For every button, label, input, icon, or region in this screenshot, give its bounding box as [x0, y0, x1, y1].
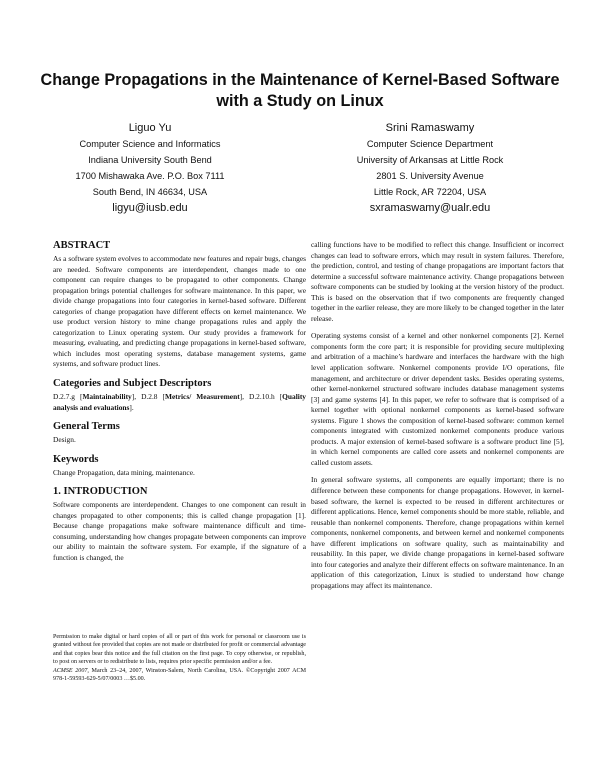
introduction-paragraph: In general software systems, all components are equally important; there is no difference between these components for change propagations. However, in kernel-based software, the kernel is expected to be reused in different architectures or different applications. Hence, kernel components should be more stable, reliable, and reusable than nonkernel components. Therefore, change propagations within kernel components, nonkernel components, and between kernel and nonkernel components have different implications on software quality, such as maintainability and reusability. In this paper, we divide change propagations in kernel-based software into four categories and analyze their different effects on software maintenance. In an application of this categorization, Linux is studied to understand how change propagations may affect its maintenance. [311, 475, 564, 590]
introduction-paragraph: Software components are interdependent. Changes to one component can result in changes propagated to other components; this is called change propagation [1]. Because change propagations make software maintenance difficult and time-consuming, understanding how changes propagate between components can improve our ability to maintain the software system. For example, if the signature of a function is changed, the [53, 500, 306, 562]
category-label: Quality analysis and evaluations [53, 392, 306, 412]
author-block-1 [30, 120, 270, 216]
paper-title: Change Propagations in the Maintenance of Kernel-Based Software with a Study on Linux [40, 71, 560, 110]
author-address: South Bend, IN 46634, USA [92, 187, 208, 197]
right-column [311, 240, 564, 599]
author-address: Little Rock, AR 72204, USA [373, 187, 487, 197]
categories-text: D.2.7.g [Maintainability], D.2.8 [Metrics/ Measurement], D.2.10.h [Quality analysis and evaluations]. [53, 392, 306, 412]
category-sep: . [131, 402, 134, 412]
category-code: D.2.7.g [53, 392, 75, 402]
conference-name: ACMSE 2007, [53, 667, 89, 674]
abstract-text: As a software system evolves to accommodate new features and repair bugs, changes are needed. Software components are interdependent, changes made to one component can require changes to be propagated to other components. Change propagation brings potential challenges for software maintenance. In this paper, we divide change propagations into four categories in kernel-based software. Different categories of change propagation have different effects on kernel maintenance. We use product version history to mine change propagations rules and apply the categorization to Linux operating system. Our study provides a framework for measuring, evaluating, and predicting change propagations in kernel-based software, which includes most operating systems, database management systems, game systems, and software product lines. [53, 254, 306, 369]
category-label: Metrics/ Measurement [165, 392, 240, 402]
introduction-paragraph: Operating systems consist of a kernel and other nonkernel components [2]. Kernel components form the core part; it is responsible for providing secure multiplexing and arbitration of a machine’s hardware and interfaces the hardware with the high level application software. Nonkernel components provide I/O operations, file management, and architecture or driver dependent tasks. Besides operating systems, other kernel-nonkernel structured software includes database management systems [3] and game systems [4]. In this paper, we refer to software that is comprised of a kernel together with optional nonkernel components as kernel-based software systems. Figure 1 shows the composition of kernel-based software: common kernel components integrated with customized nonkernel components produce various products. A major extension of kernel-based software is a software product line [5], in which kernel components are called core assets and nonkernel components are called custom assets. [311, 331, 564, 467]
author-block-2 [310, 120, 550, 216]
categories-heading: Categories and Subject Descriptors [53, 378, 212, 390]
author-email: ligyu@iusb.edu [112, 202, 188, 214]
author-address: 2801 S. University Avenue [376, 171, 484, 181]
general-terms-heading: General Terms [53, 421, 120, 433]
conference-info [53, 667, 306, 684]
introduction-heading: 1. INTRODUCTION [53, 486, 148, 498]
left-column [53, 240, 306, 570]
author-dept: Computer Science Department [366, 139, 494, 149]
conference-details: March 23–24, 2007, Winston-Salem, North Carolina, USA. ©Copyright 2007 ACM 978-1-59593-629-5/07/0003 …$5.00. [53, 667, 306, 683]
category-code: D.2.10.h [249, 392, 275, 402]
author-email: sxramaswamy@ualr.edu [369, 202, 491, 214]
author-name: Srini Ramaswamy [385, 122, 475, 134]
category-sep: , [242, 392, 249, 402]
introduction-paragraph: calling functions have to be modified to reflect this change. Insufficient or incorrect changes can lead to software errors, which may result in system failures. Therefore, the prediction, control, and testing of change propagations are important factors that determine a successful software maintenance activity. Change propagations between software components can be studied by looking at the version history of the product. This is based on the observation that if two components are frequently changed together in the earlier release, they are more likely to be changed together in the later release. [311, 240, 564, 323]
author-address: 1700 Mishawaka Ave. P.O. Box 7111 [75, 171, 225, 181]
abstract-heading: ABSTRACT [53, 240, 111, 251]
permission-text: Permission to make digital or hard copies of all or part of this work for personal or classroom use is granted without fee provided that copies are not made or distributed for profit or commercial advantage and that copies bear this notice and the full citation on the first page. To copy otherwise, or republish, to post on servers or to redistribute to lists, requires prior specific permission and/or a fee. [53, 634, 306, 666]
category-label: Maintainability [82, 392, 132, 402]
permission-notice [53, 633, 306, 683]
author-dept: Computer Science and Informatics [79, 139, 221, 149]
general-terms-text: Design. [53, 435, 76, 445]
keywords-heading: Keywords [53, 453, 99, 465]
author-name: Liguo Yu [128, 122, 172, 134]
author-org: Indiana University South Bend [88, 155, 212, 165]
author-org: University of Arkansas at Little Rock [356, 155, 504, 165]
keywords-text: Change Propagation, data mining, maintenance. [53, 467, 195, 477]
category-code: D.2.8 [141, 392, 158, 402]
category-sep: , [134, 392, 142, 402]
